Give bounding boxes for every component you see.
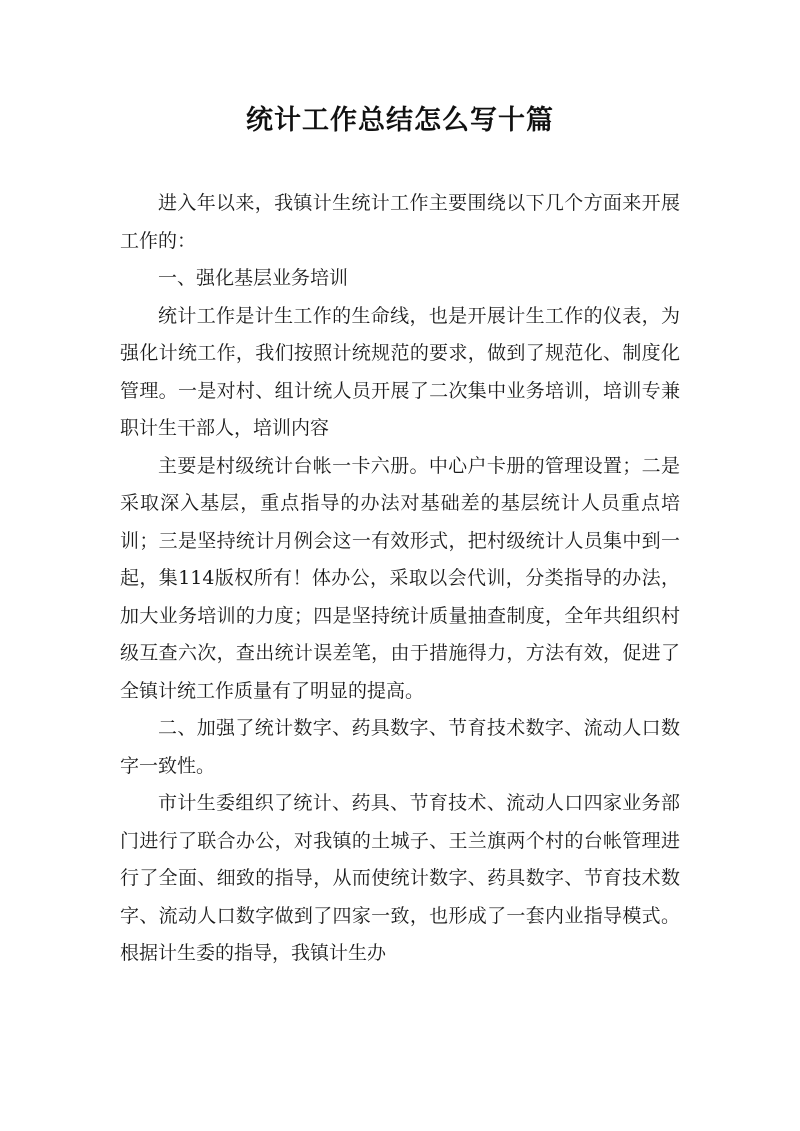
paragraph-joint-office: 市计生委组织了统计、药具、节育技术、流动人口四家业务部门进行了联合办公，对我镇的土城子、王兰旗两个村的台帐管理进行了全面、细致的指导，从而使统计数字、药具数字、节育技术数字、流动人口数字做到了四家一致，也形成了一套内业指导模式。根据计生委的指导，我镇计生办 [120, 792, 680, 964]
paragraph-heading-2: 二、加强了统计数字、药具数字、节育技术数字、流动人口数字一致性。 [120, 717, 680, 777]
paragraph-training: 统计工作是计生工作的生命线，也是开展计生工作的仪表，为强化计统工作，我们按照计统规范的要求，做到了规范化、制度化管理。一是对村、组计统人员开展了二次集中业务培训，培训专兼职计生干部人，培训内容 [120, 304, 680, 439]
document-body [120, 185, 680, 973]
paragraph-training-details: 主要是村级统计台帐一卡六册。中心户卡册的管理设置；二是采取深入基层，重点指导的办法对基础差的基层统计人员重点培训；三是坚持统计月例会这一有效形式，把村级统计人员集中到一起，集114版权所有！体办公，采取以会代训，分类指导的办法，加大业务培训的力度；四是坚持统计质量抽查制度，全年共组织村级互查六次，查出统计误差笔，由于措施得力，方法有效，促进了全镇计统工作质量有了明显的提高。 [120, 454, 680, 702]
paragraph-heading-1: 一、强化基层业务培训 [158, 267, 349, 289]
paragraph-intro: 进入年以来，我镇计生统计工作主要围绕以下几个方面来开展工作的： [120, 192, 680, 252]
document-title: 统计工作总结怎么写十篇 [246, 105, 554, 136]
